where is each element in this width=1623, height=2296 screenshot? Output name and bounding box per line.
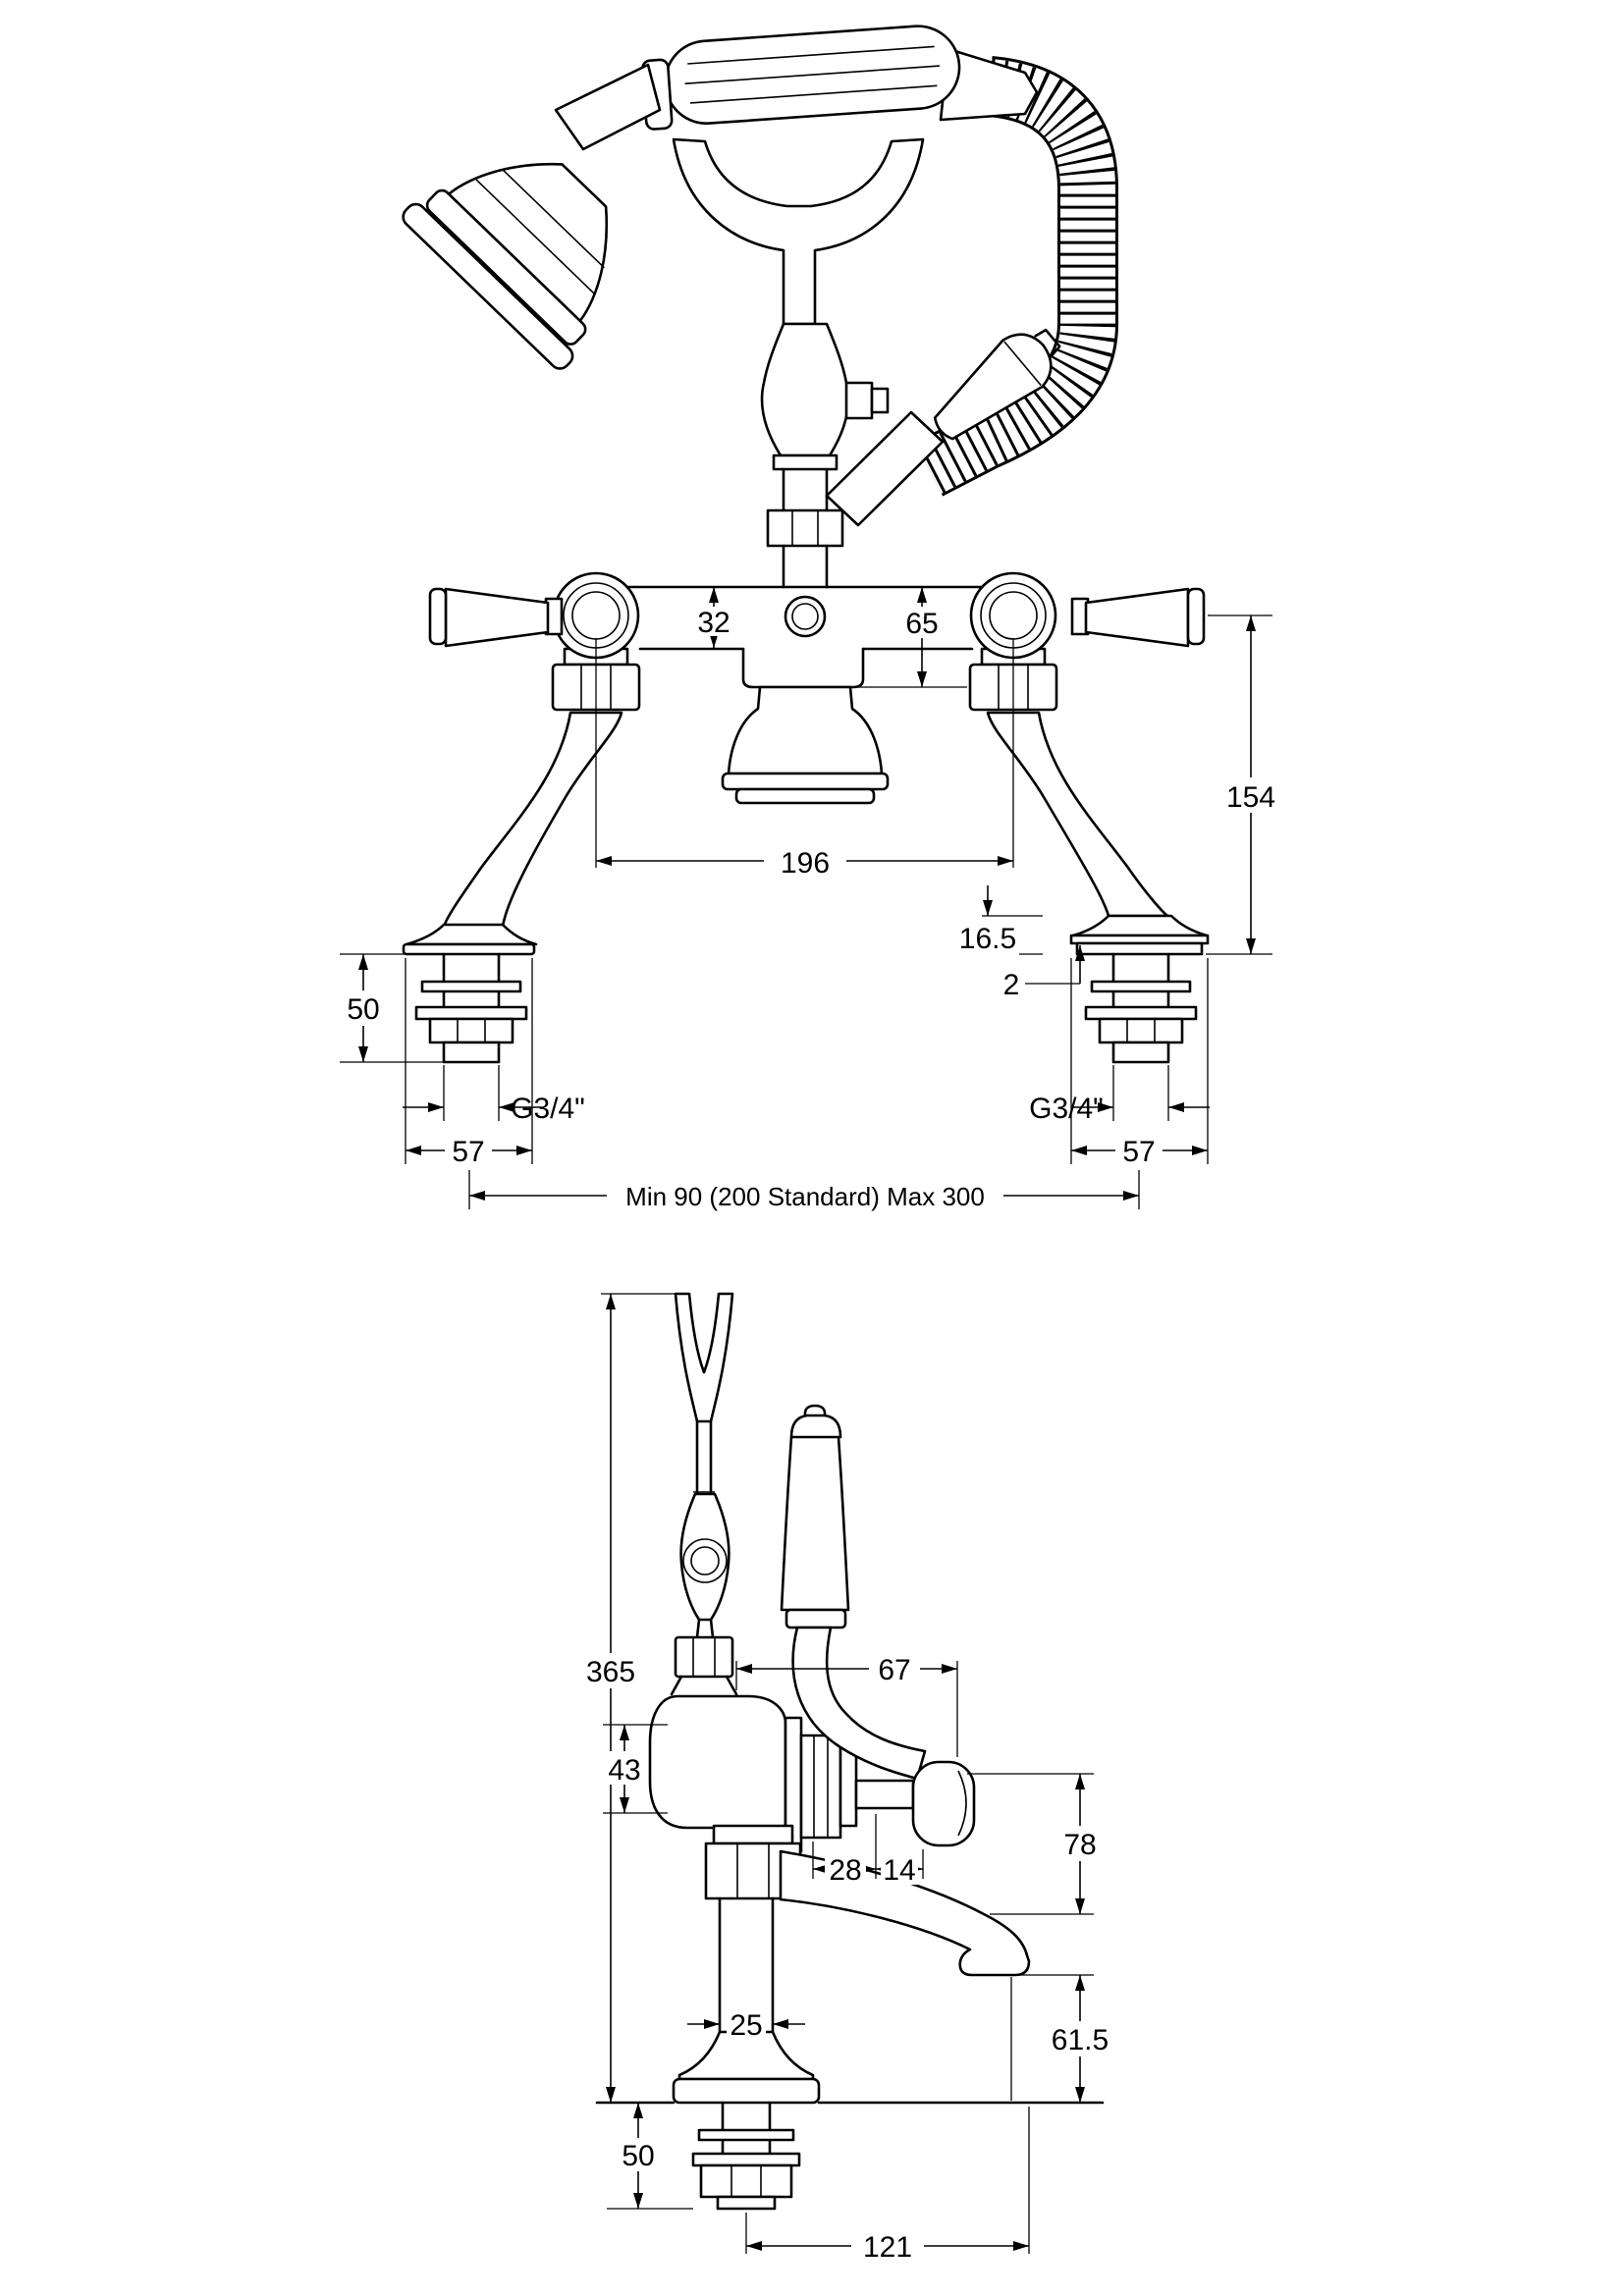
column-nut: [676, 1637, 732, 1677]
dim-65: [853, 587, 967, 687]
front-view: [340, 24, 1284, 1214]
dim-label-365: 365: [585, 1656, 636, 1688]
shower-head: [400, 108, 666, 372]
dim-label-50-side: 50: [622, 2140, 655, 2172]
dim-78: [967, 1774, 1105, 1914]
dim-label-196: 196: [780, 847, 831, 880]
dim-label-25: 25: [730, 2009, 763, 2042]
lever-handle: [782, 1406, 848, 1628]
handset-neck: [556, 65, 660, 149]
left-valve: [430, 573, 638, 658]
dim-label-43: 43: [608, 1754, 641, 1787]
diverter-lever-arm: [827, 412, 943, 525]
dim-label-67: 67: [878, 1654, 911, 1686]
cradle-fork: [676, 1294, 732, 1421]
dim-g34-right: [1029, 1065, 1210, 1125]
left-shank: [416, 954, 526, 1062]
dim-label-154: 154: [1225, 781, 1276, 814]
side-shank: [693, 2103, 799, 2209]
dim-label-14: 14: [883, 1854, 916, 1887]
dim-label-g34-left: G3/4": [511, 1093, 585, 1125]
dim-label-50-front: 50: [347, 993, 380, 1026]
dim-16-5: [959, 885, 1043, 955]
dim-label-32: 32: [697, 607, 730, 639]
dim-label-2: 2: [1002, 969, 1020, 1001]
dim-label-65: 65: [905, 608, 939, 640]
spindle-stem: [856, 1781, 913, 1808]
dim-50-side: [607, 2103, 693, 2209]
dim-label-28: 28: [829, 1854, 862, 1887]
dim-label-adjustable: Min 90 (200 Standard) Max 300: [625, 1182, 985, 1211]
side-base-flange: [674, 2079, 819, 2103]
left-leg: [444, 713, 622, 927]
dim-25: [687, 2008, 805, 2042]
side-valve-body: [650, 1696, 785, 1828]
cradle-boss: [681, 1494, 730, 1620]
left-leg-base: [406, 925, 536, 944]
dim-adjustable-span: [469, 1170, 1139, 1214]
right-shank: [1086, 954, 1196, 1062]
spout-outlet: [723, 687, 888, 803]
dim-label-g34-right: G3/4": [1029, 1093, 1104, 1125]
dim-label-57-left: 57: [452, 1136, 485, 1168]
column-collar: [714, 1826, 792, 1843]
dim-32: [693, 587, 734, 648]
dim-154: [1206, 615, 1284, 954]
right-leg: [988, 713, 1167, 916]
right-base-plate: [1077, 943, 1202, 954]
right-valve: [971, 573, 1204, 658]
dim-61-5: [984, 1975, 1117, 2103]
dim-label-61-5: 61.5: [1051, 2024, 1109, 2056]
spindle-knob: [913, 1762, 974, 1845]
dim-label-16-5: 16.5: [958, 923, 1017, 955]
dim-label-57-right: 57: [1122, 1136, 1156, 1168]
dim-label-121: 121: [862, 2231, 913, 2264]
dim-g34-left: [403, 1065, 585, 1125]
side-view: [581, 1294, 1117, 2264]
right-leg-base: [1073, 916, 1207, 935]
handset-cradle: [674, 139, 923, 324]
bonnet-hex: [801, 1735, 840, 1838]
dim-label-78: 78: [1063, 1829, 1097, 1861]
centre-port: [785, 597, 825, 636]
handset-grip: [641, 24, 962, 130]
left-base-flange: [404, 944, 534, 954]
